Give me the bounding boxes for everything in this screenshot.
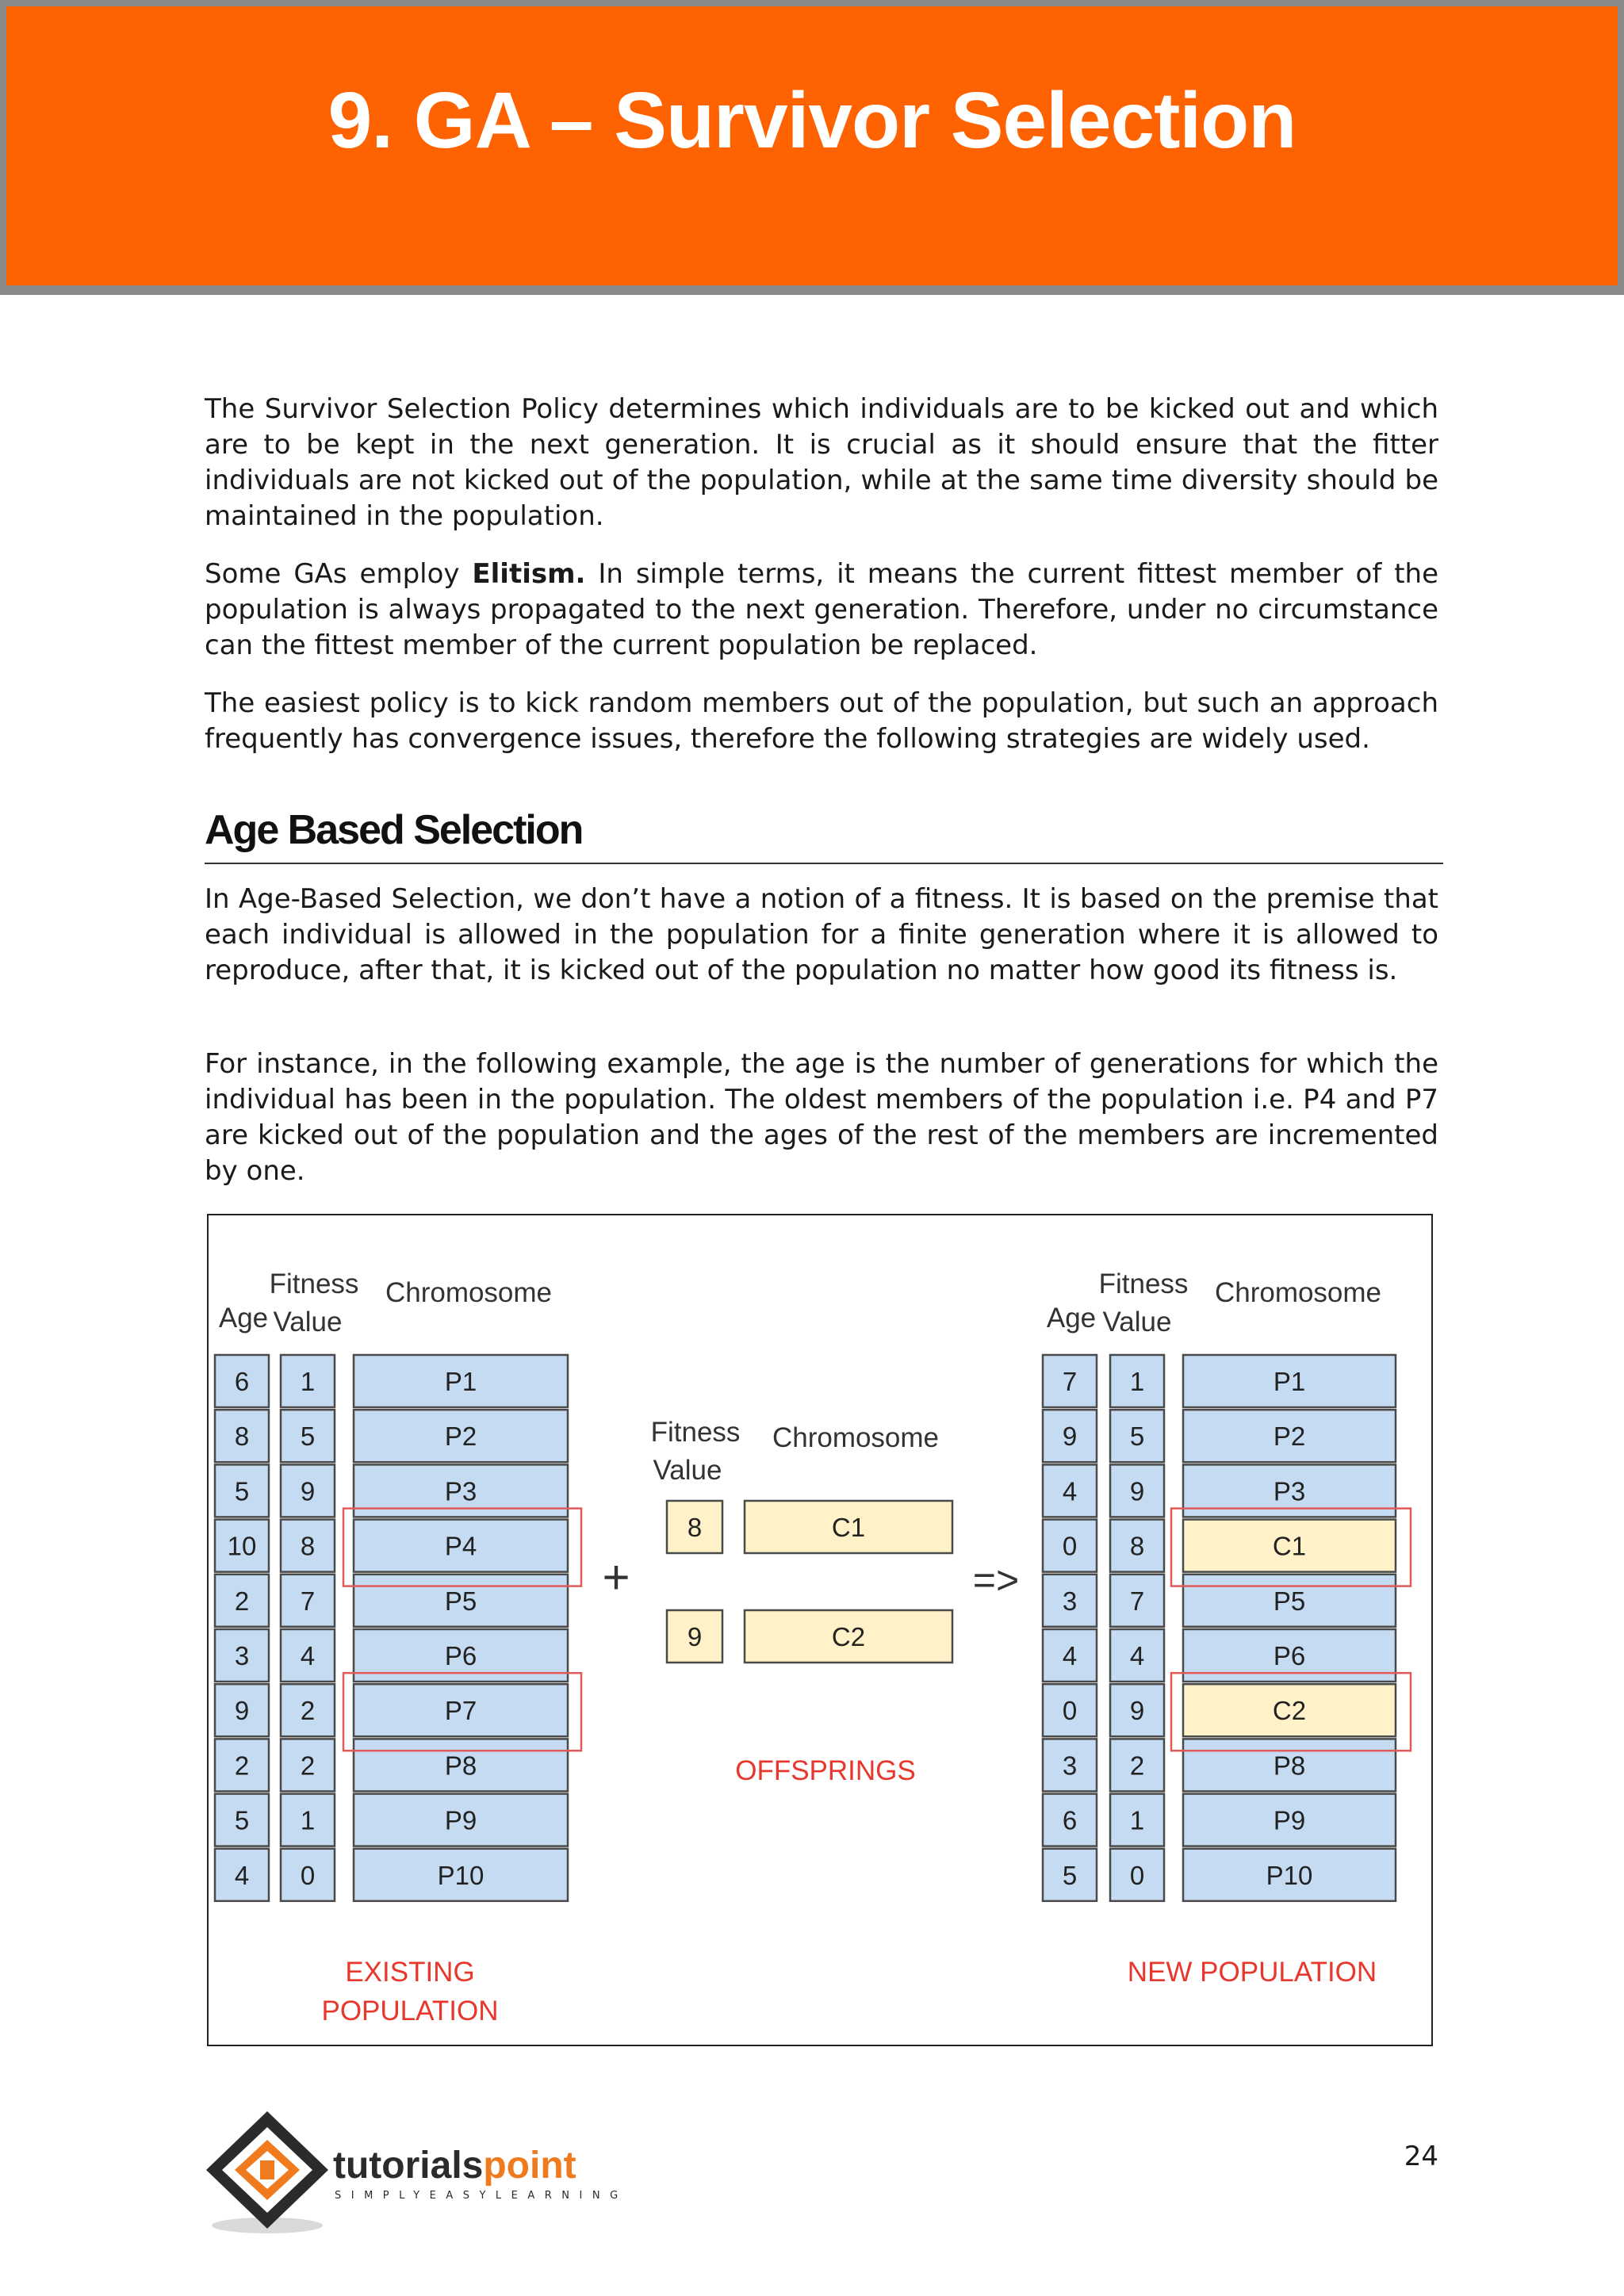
new-fitness-2-label: 5 [1129,1422,1145,1452]
new-chromosome-10-label: P10 [1266,1860,1313,1890]
existing-age-2-label: 8 [234,1422,250,1452]
new-fitness-header-line1: Fitness [1098,1269,1189,1299]
existing-chromosome-8-label: P8 [444,1751,477,1781]
existing-fitness-header-line2: Value [273,1307,343,1337]
offspring-chromosome-1-label: C1 [831,1513,866,1542]
existing-fitness-10-label: 0 [300,1860,316,1890]
new-age-10-label: 5 [1062,1860,1078,1890]
existing-chromosome-7-label: P7 [444,1696,477,1726]
new-age-4-label: 0 [1062,1531,1078,1561]
new-fitness-1-label: 1 [1129,1367,1145,1396]
existing-fitness-9-label: 1 [300,1805,316,1835]
existing-chromosome-3-label: P3 [444,1476,477,1506]
existing-age-header: Age [218,1303,269,1334]
offspring-fitness-1-label: 8 [687,1513,703,1542]
new-fitness-3-label: 9 [1129,1476,1145,1506]
existing-fitness-header-line1: Fitness [269,1269,359,1299]
existing-age-7-label: 9 [234,1696,250,1726]
new-age-3-label: 4 [1062,1476,1078,1506]
logo-brand-accent: point [483,2145,576,2187]
new-fitness-10-label: 0 [1129,1860,1145,1890]
offspring-chromosome-2-label: C2 [831,1622,866,1651]
new-fitness-8-label: 2 [1129,1751,1145,1781]
existing-chromosome-6-label: P6 [444,1641,477,1670]
existing-fitness-3-label: 9 [300,1476,316,1506]
intro-paragraph-3: The easiest policy is to kick random members out of the population, but such an approach frequently has convergence issues, therefore the following strategies are widely used. [205,687,1438,755]
tutorialspoint-logo [200,2105,644,2243]
new-age-5-label: 3 [1062,1586,1078,1616]
existing-fitness-1-label: 1 [300,1367,316,1396]
offspring-fitness-header-line1: Fitness [650,1417,741,1448]
existing-chromosome-9-label: P9 [444,1805,477,1835]
new-age-header: Age [1046,1303,1097,1334]
age-selection-figure [207,1214,1433,2046]
logo-brand-main: tutorials [333,2145,484,2187]
existing-age-8-label: 2 [234,1751,250,1781]
section-heading-age-based: Age Based Selection [205,807,583,853]
new-fitness-9-label: 1 [1129,1805,1145,1835]
new-chromosome-6-label: P6 [1273,1641,1306,1670]
existing-fitness-8-label: 2 [300,1751,316,1781]
new-age-8-label: 3 [1062,1751,1078,1781]
existing-chromosome-4-label: P4 [444,1531,477,1561]
logo-diamond-icon [206,2111,328,2229]
new-fitness-4-label: 8 [1129,1531,1145,1561]
offspring-fitness-header-line2: Value [653,1455,722,1486]
offspring-chromosome-header: Chromosome [772,1422,940,1453]
new-chromosome-8-label: P8 [1273,1751,1306,1781]
existing-chromosome-10-label: P10 [437,1860,485,1890]
new-age-7-label: 0 [1062,1696,1078,1726]
existing-fitness-4-label: 8 [300,1531,316,1561]
result-arrow: => [972,1558,1020,1602]
existing-age-9-label: 5 [234,1805,250,1835]
new-age-9-label: 6 [1062,1805,1078,1835]
existing-age-10-label: 4 [234,1860,250,1890]
intro-paragraph-2 [205,557,1438,664]
new-chromosome-1-label: P1 [1273,1367,1306,1396]
new-chromosome-4-label: C1 [1272,1531,1307,1561]
existing-age-6-label: 3 [234,1641,250,1670]
plus-sign: + [602,1551,630,1604]
new-chromosome-5-label: P5 [1273,1586,1306,1616]
elitism-lead: Some GAs employ [205,558,473,590]
existing-fitness-2-label: 5 [300,1422,316,1452]
existing-age-3-label: 5 [234,1476,250,1506]
new-population-label: NEW POPULATION [1127,1957,1377,1988]
new-fitness-6-label: 4 [1129,1641,1145,1670]
intro-paragraph-1: The Survivor Selection Policy determines which individuals are to be kicked out and which are to be kept in the next generation. It is crucial as it should ensure that the fitter individuals are not kicked out of the population, while at the same time diversity should be maintained in the population. [205,393,1438,532]
existing-chromosome-1-label: P1 [444,1367,477,1396]
new-age-6-label: 4 [1062,1641,1078,1670]
new-chromosome-header: Chromosome [1214,1277,1382,1308]
offspring-fitness-2-label: 9 [687,1622,703,1651]
existing-age-1-label: 6 [234,1367,250,1396]
new-age-2-label: 9 [1062,1422,1078,1452]
existing-label-line2: POPULATION [321,1996,499,2026]
existing-fitness-7-label: 2 [300,1696,316,1726]
new-chromosome-3-label: P3 [1273,1476,1306,1506]
chapter-banner [0,0,1624,295]
logo-brand-text [333,2145,576,2187]
new-chromosome-9-label: P9 [1273,1805,1306,1835]
heading-rule [205,863,1443,864]
offspring-label: OFFSPRINGS [735,1755,916,1786]
new-fitness-7-label: 9 [1129,1696,1145,1726]
figure-canvas [209,1215,1431,2045]
new-chromosome-2-label: P2 [1273,1422,1306,1452]
age-paragraph-2: For instance, in the following example, the age is the number of generations for which the individual has been in the population. The oldest members of the population i.e. P4 and P7 are kicked out of the population and the ages of the rest of the members are incremented by one. [205,1048,1438,1187]
new-fitness-5-label: 7 [1129,1586,1145,1616]
page-number: 24 [1404,2141,1438,2172]
existing-age-5-label: 2 [234,1586,250,1616]
existing-chromosome-header: Chromosome [385,1277,553,1308]
elitism-body: In simple terms, it means the current fittest member of the population is always propagated to the next generation. Therefore, under no circumstance can the fittest member of the current population be replaced. [205,558,1438,661]
chapter-title: 9. GA – Survivor Selection [327,76,1297,165]
existing-fitness-6-label: 4 [300,1641,316,1670]
elitism-term: Elitism. [472,558,586,590]
new-fitness-header-line2: Value [1102,1307,1172,1337]
age-paragraph-1: In Age-Based Selection, we don’t have a notion of a fitness. It is based on the premise that each individual is allowed in the population for a finite generation where it is allowed to reproduce, after that, it is kicked out of the population no matter how good its fitness is. [205,883,1438,986]
new-age-1-label: 7 [1062,1367,1078,1396]
existing-label-line1: EXISTING [345,1957,475,1988]
existing-age-4-label: 10 [227,1531,257,1561]
new-chromosome-7-label: C2 [1272,1696,1307,1726]
existing-chromosome-2-label: P2 [444,1422,477,1452]
existing-fitness-5-label: 7 [300,1586,316,1616]
existing-chromosome-5-label: P5 [444,1586,477,1616]
logo-tagline: SIMPLYEASYLEARNING [335,2190,628,2202]
